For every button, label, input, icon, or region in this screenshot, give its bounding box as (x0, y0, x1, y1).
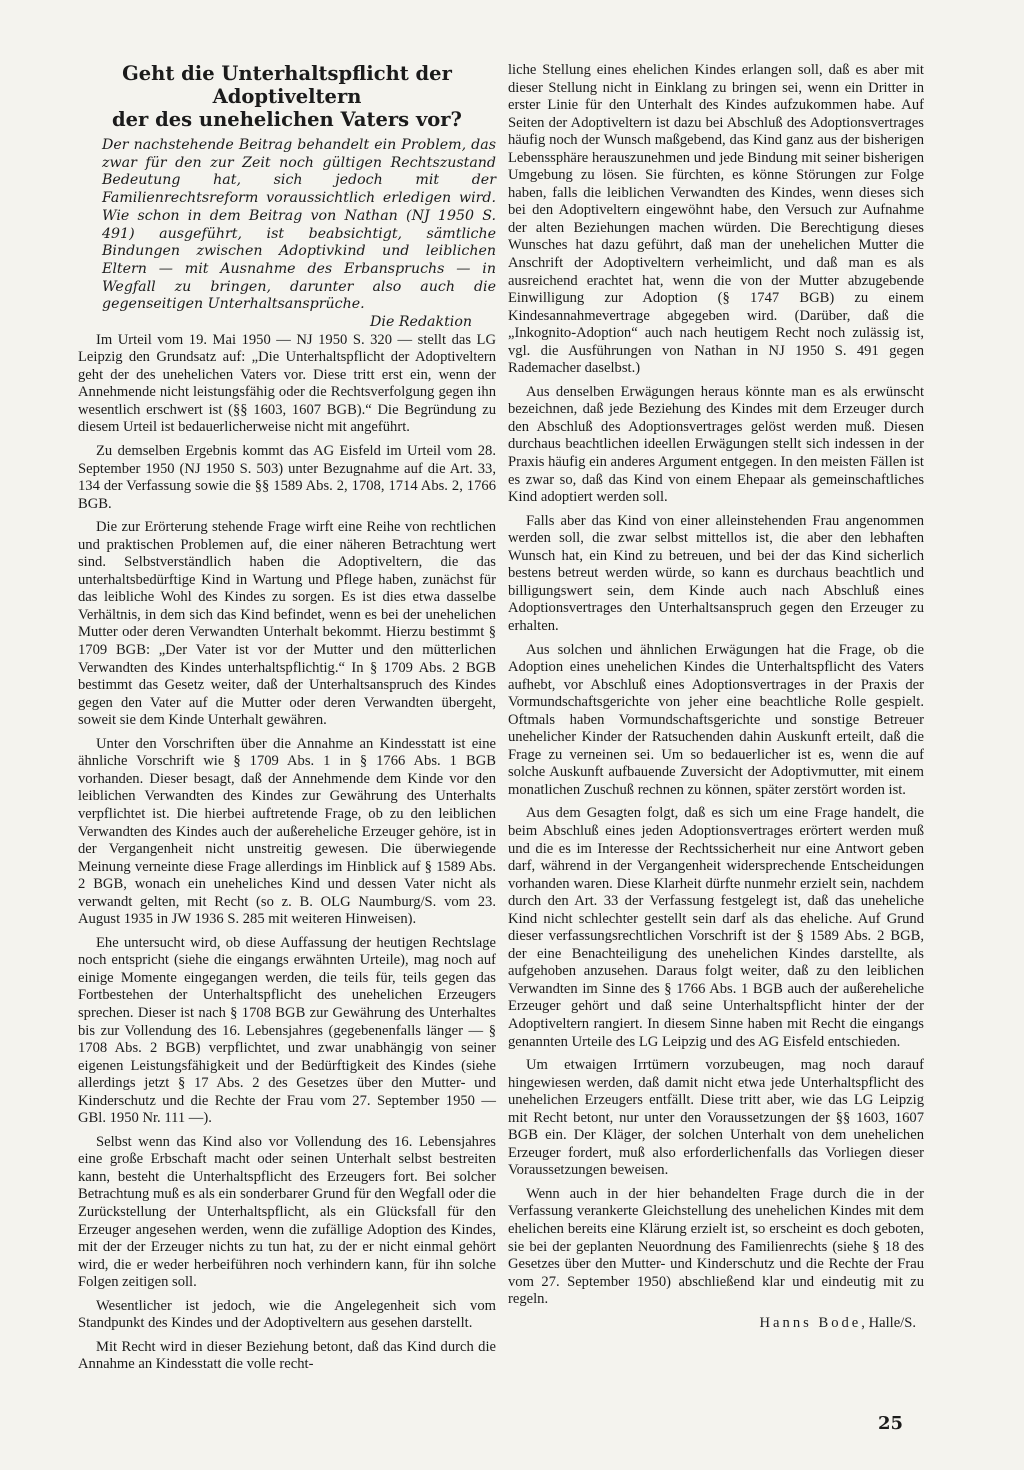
paragraph: Mit Recht wird in dieser Beziehung betont, daß das Kind durch die Annahme an Kindesstatt die volle recht- (78, 1338, 496, 1373)
author-place: , Halle/S. (861, 1314, 916, 1331)
paragraph: Aus denselben Erwägungen heraus könnte man es als erwünscht bezeichnen, daß jede Beziehung des Kindes mit dem Erzeuger durch den Abschluß des Adoptionsvertrages gelöst werden muß. Diesen durchaus beachtlichen ideellen Erwägungen stellt sich indessen in der Praxis häufig ein anderes Argument entgegen. In den meisten Fällen ist es zwar so, daß das Kind von einem Ehepaar als gemeinschaftliches Kind adoptiert werden soll. (508, 383, 924, 506)
paragraph: Ehe untersucht wird, ob diese Auffassung der heutigen Rechtslage noch entspricht (siehe die eingangs erwähnten Urteile), mag noch auf einige Momente eingegangen werden, die teils für, teils gegen das Fortbestehen der Unterhaltspflicht des unehelichen Erzeugers sprechen. Dieser ist nach § 1708 BGB zur Gewährung des Unterhaltes bis zur Vollendung des 16. Lebensjahres (gegebenenfalls länger — § 1708 Abs. 2 BGB) verpflichtet, und zwar unabhängig von seiner eigenen Leistungsfähigkeit und der Bedürftigkeit des Kindes (siehe allerdings jetzt § 17 Abs. 2 des Gesetzes über den Mutter- und Kinderschutz und die Rechte der Frau vom 27. September 1950 — GBl. 1950 Nr. 111 —). (78, 934, 496, 1127)
paragraph: Wenn auch in der hier behandelten Frage durch die in der Verfassung verankerte Gleichstellung des unehelichen Kindes mit dem ehelichen bereits eine Klärung erzielt ist, so erscheint es doch geboten, sie bei der geplanten Neuordnung des Familienrechts (siehe § 18 des Gesetzes über den Mutter- und Kinderschutz und die Rechte der Frau vom 27. September 1950) abschließend klar und eindeutig mit zu regeln. (508, 1185, 924, 1308)
paragraph-continued: liche Stellung eines ehelichen Kindes erlangen soll, daß es aber mit dieser Stellung nicht in Einklang zu bringen sei, wenn ein Dritter in erster Linie für den Unterhalt des Kindes aufzukommen habe. Auf Seiten der Adoptiveltern ist dazu bei Abschluß des Adoptionsvertrages häufig noch der Wunsch maßgebend, das Kind ganz aus der bisherigen Lebenssphäre herauszunehmen und jede Bindung mit seiner bisherigen Umgebung zu lösen. Sie fürchten, es könne Störungen zur Folge haben, falls die leiblichen Verwandten des Kindes, wenn dieses sich bei den Adoptiveltern eingewöhnt habe, den Versuch zur Aufnahme der alten Beziehungen machen würden. Die Berechtigung dieses Wunsches hat dazu geführt, daß man der unehelichen Mutter die Anschrift der Adoptiveltern verheimlicht, und daß man es als ausreichend erachtet hat, wenn die von der Mutter abzugebende Einwilligung zur Adoption (§ 1747 BGB) zu einem Kindesannahmevertrage abgegeben wird. (Darüber, daß die „Inkognito-Adoption“ auch nach heutigem Recht noch zulässig ist, vgl. die Ausführungen von Nathan in NJ 1950 S. 491 gegen Rademacher daselbst.) (508, 62, 924, 377)
paragraph: Im Urteil vom 19. Mai 1950 — NJ 1950 S. 320 — stellt das LG Leipzig den Grundsatz auf: „Die Unterhaltspflicht der Adoptiveltern geht der des unehelichen Vaters vor. Diese tritt erst ein, wenn der Annehmende nicht leistungsfähig oder die Rechtsverfolgung gegen ihn wesentlich erschwert ist (§§ 1603, 1607 BGB).“ Die Begründung zu diesem Urteil ist bedauerlicherweise nicht mit angeführt. (78, 331, 496, 436)
left-column (78, 62, 496, 1380)
paragraph: Selbst wenn das Kind also vor Vollendung des 16. Lebensjahres eine große Erbschaft macht oder seinen Unterhalt selbst bestreiten kann, besteht die Unterhaltspflicht des Erzeugers fort. Bei solcher Betrachtung muß es als ein sonderbarer Grund für den Wegfall oder die Zurückstellung der Unterhaltspflicht, als ein Glücksfall für den Erzeuger angesehen werden, wenn die zufällige Adoption des Kindes, mit der der Erzeuger nichts zu tun hat, zu der er nicht einmal gehört wird, die er weder herbeiführen noch verhindern kann, für ihn solche Folgen zeitigen soll. (78, 1133, 496, 1291)
paragraph: Zu demselben Ergebnis kommt das AG Eisfeld im Urteil vom 28. September 1950 (NJ 1950 S. 503) unter Bezugnahme auf die Art. 33, 134 der Verfassung sowie die §§ 1589 Abs. 2, 1708, 1714 Abs. 2, 1766 BGB. (78, 443, 496, 512)
paragraph: Aus solchen und ähnlichen Erwägungen hat die Frage, ob die Adoption eines unehelichen Kindes die Unterhaltspflicht des Vaters aufhebt, vor Abschluß eines Adoptionsvertrages in der Praxis der Vormundschaftsgerichte von jeher eine beachtliche Rolle gespielt. Oftmals haben Vormundschaftsgerichte und sonstige Betreuer unehelicher Kinder der Ratsuchenden dahin Auskunft erteilt, daß die Frage zu verneinen sei. Um so bedauerlicher ist es, wenn die auf solche Auskunft aufbauende Zuversicht der Adoptivmutter, mit einem monatlichen Zuschuß rechnen zu können, später zerstört worden ist. (508, 641, 924, 798)
paragraph: Wesentlicher ist jedoch, wie die Angelegenheit sich vom Standpunkt des Kindes und der Adoptiveltern aus gesehen darstellt. (78, 1297, 496, 1332)
author-name: Hanns Bode (759, 1314, 862, 1331)
article-title-line-2: der des unehelichen Vaters vor? (112, 108, 462, 131)
paragraph: Falls aber das Kind von einer alleinstehenden Frau angenommen werden soll, die zwar selbst mittellos ist, die aber den lebhaften Wunsch hat, ein Kind zu betreuen, und bei der das Kind sicherlich bestens betreut werden würde, so kann es durchaus beachtlich und billigungswert sein, dem Kinde auch nach Abschluß eines Adoptionsvertrages den Unterhaltsanspruch gegen den Erzeuger zu erhalten. (508, 512, 924, 634)
right-column (508, 62, 924, 1332)
paragraph: Unter den Vorschriften über die Annahme an Kindesstatt ist eine ähnliche Vorschrift wie § 1709 Abs. 1 in § 1766 Abs. 1 BGB vorhanden. Dieser besagt, daß der Annehmende dem Kinde vor den leiblichen Verwandten des Kindes zur Gewährung des Unterhalts verpflichtet ist. Die hierbei auftretende Frage, ob zu den leiblichen Verwandten des Kindes auch der außereheliche Erzeuger gehöre, ist in der Vergangenheit nicht unstreitig gewesen. Die überwiegende Meinung verneinte diese Frage allerdings im Hinblick auf § 1589 Abs. 2 BGB, wonach ein uneheliches Kind und dessen Vater nicht als verwandt gelten, mit Recht (so z. B. OLG Naumburg/S. vom 23. August 1935 in JW 1936 S. 285 mit weiteren Hinweisen). (78, 735, 496, 928)
paragraph: Die zur Erörterung stehende Frage wirft eine Reihe von rechtlichen und praktischen Problemen auf, die einer näheren Betrachtung wert sind. Selbstverständlich haben die Adoptiveltern, die das unterhaltsbedürftige Kind in Wartung und Pflege haben, zunächst für das leibliche Wohl des Kindes zu sorgen. Es ist dies etwa dasselbe Verhältnis, in dem sich das Kind befindet, wenn es bei der unehelichen Mutter oder deren Verwandten Unterhalt bekommt. Hierzu bestimmt § 1709 BGB: „Der Vater ist vor der Mutter und den mütterlichen Verwandten des Kindes unterhaltspflichtig.“ In § 1709 Abs. 2 BGB bestimmt das Gesetz weiter, daß der Unterhaltsanspruch des Kindes gegen den Vater auf die Mutter oder deren Verwandten übergeht, soweit sie dem Kinde Unterhalt gewähren. (78, 519, 496, 729)
paragraph: Aus dem Gesagten folgt, daß es sich um eine Frage handelt, die beim Abschluß eines jeden Adoptionsvertrages erörtert werden muß und die es im Interesse der Rechtssicherheit nur eine Antwort geben darf, während in der Vergangenheit widersprechende Entscheidungen vorhanden waren. Diese Klarheit dürfte nunmehr erzielt sein, nachdem durch den Art. 33 der Verfassung festgelegt ist, daß das uneheliche Kind nicht schlechter gestellt sein darf als das eheliche. Auf Grund dieser verfassungsrechtlichen Vorschrift ist der § 1589 Abs. 2 BGB, der eine Benachteiligung des unehelichen Kindes darstellte, als aufgehoben anzusehen. Daraus folgt weiter, daß zu den leiblichen Verwandten im Sinne des § 1766 Abs. 1 BGB auch der außereheliche Erzeuger gehört und daß seine Unterhaltspflicht hinter der der Adoptiveltern rangiert. In diesem Sinne haben mit Recht die eingangs genannten Urteile des LG Leipzig und des AG Eisfeld entschieden. (508, 805, 924, 1050)
paragraph: Um etwaigen Irrtümern vorzubeugen, mag noch darauf hingewiesen werden, daß damit nicht etwa jede Unterhaltspflicht des unehelichen Erzeugers entfällt. Diese tritt aber, wie das LG Leipzig mit Recht betont, nur unter den Voraussetzungen der §§ 1603, 1607 BGB ein. Der Kläger, der solchen Unterhalt von dem unehelichen Erzeuger fordert, muß also erforderlichenfalls das Vorliegen dieser Voraussetzungen beweisen. (508, 1057, 924, 1179)
page-number: 25 (878, 1413, 904, 1434)
article-title-line-1: Geht die Unterhaltspflicht der Adoptiveltern (122, 62, 452, 108)
editorial-signature: Die Redaktion (370, 314, 472, 331)
editorial-intro: Der nachstehende Beitrag behandelt ein Problem, das zwar für den zur Zeit noch gültigen Rechtszustand Bedeutung hat, sich jedoch mit der Familienrechtsreform voraussichtlich erledigen wird. Wie schon in dem Beitrag von Nathan (NJ 1950 S. 491) ausgeführt, ist beabsichtigt, sämtliche Bindungen zwischen Adoptivkind und leiblichen Eltern — mit Ausnahme des Erbanspruchs — in Wegfall zu bringen, darunter also auch die gegenseitigen Unterhaltsansprüche. (102, 137, 496, 313)
author-signature (508, 1315, 916, 1333)
article-title (78, 62, 496, 131)
